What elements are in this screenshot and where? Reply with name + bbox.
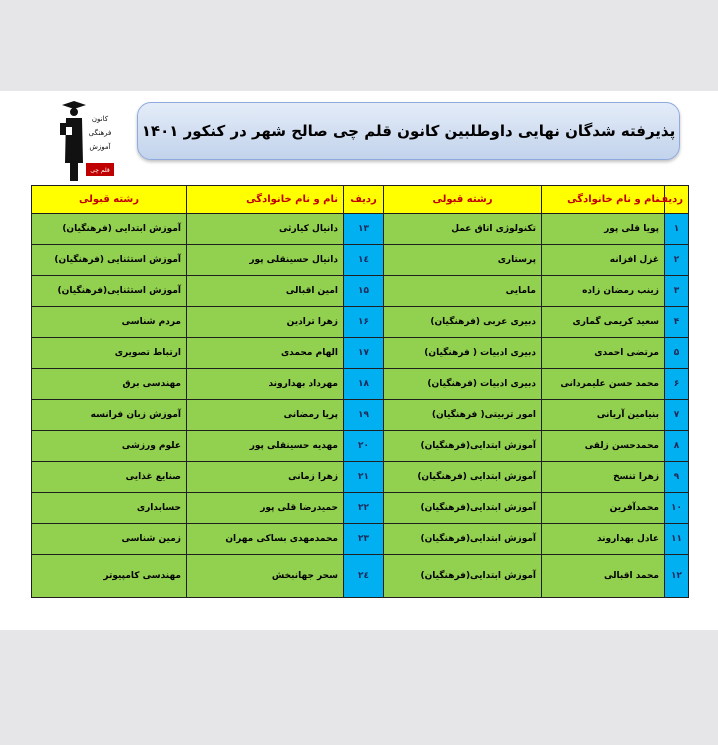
- student-name: امین اقبالی: [187, 276, 344, 307]
- row-number: ۴: [665, 307, 689, 338]
- accepted-major: مهندسی برق: [32, 369, 187, 400]
- table-row: [32, 276, 689, 307]
- row-number: ۲٤: [344, 555, 384, 598]
- accepted-major: تکنولوژی اتاق عمل: [384, 214, 542, 245]
- row-number: ۱۷: [344, 338, 384, 369]
- row-number: ۱: [665, 214, 689, 245]
- accepted-major: مردم شناسی: [32, 307, 187, 338]
- row-number: ۲۰: [344, 431, 384, 462]
- accepted-major: آموزش ابتدایی(فرهنگیان): [384, 524, 542, 555]
- student-name: محمد اقبالی: [542, 555, 665, 598]
- student-name: زهرا ترادین: [187, 307, 344, 338]
- student-name: محمدحسن زلقی: [542, 431, 665, 462]
- table-row: [32, 493, 689, 524]
- accepted-major: آموزش ابتدایی(فرهنگیان): [384, 493, 542, 524]
- student-name: زهرا تنسخ: [542, 462, 665, 493]
- column-header-row-number: ردیف: [665, 186, 689, 214]
- table-row: [32, 431, 689, 462]
- accepted-major: حسابداری: [32, 493, 187, 524]
- student-name: دانیال کیارثی: [187, 214, 344, 245]
- accepted-major: آموزش ابتدایی(فرهنگیان): [384, 555, 542, 598]
- accepted-major: آموزش ابتدایی(فرهنگیان): [384, 431, 542, 462]
- student-name: پریا رمضانی: [187, 400, 344, 431]
- logo-text-1: کانون: [91, 115, 109, 123]
- accepted-major: دبیری عربی (فرهنگیان): [384, 307, 542, 338]
- accepted-major: مهندسی کامپیوتر: [32, 555, 187, 598]
- accepted-major: پرستاری: [384, 245, 542, 276]
- student-name: بنیامین آریانی: [542, 400, 665, 431]
- accepted-major: دبیری ادبیات ( فرهنگیان): [384, 338, 542, 369]
- table-row: [32, 338, 689, 369]
- student-name: دانیال حسینقلی پور: [187, 245, 344, 276]
- row-number: ۸: [665, 431, 689, 462]
- accepted-major: آموزش استثنایی(فرهنگیان): [32, 276, 187, 307]
- accepted-major: ارتباط تصویری: [32, 338, 187, 369]
- logo: [54, 97, 116, 183]
- accepted-major: آموزش ابتدایی (فرهنگیان): [384, 462, 542, 493]
- student-name: حمیدرضا قلی پور: [187, 493, 344, 524]
- table-row: [32, 400, 689, 431]
- row-number: ۷: [665, 400, 689, 431]
- table-row: [32, 214, 689, 245]
- row-number: ۳: [665, 276, 689, 307]
- student-name: غزل افزانه: [542, 245, 665, 276]
- student-name: مهرداد بهداروند: [187, 369, 344, 400]
- student-name: محمد حسن علیمردانی: [542, 369, 665, 400]
- row-number: ۱۱: [665, 524, 689, 555]
- accepted-major: زمین شناسی: [32, 524, 187, 555]
- document-sheet: [0, 91, 718, 630]
- table-row: [32, 555, 689, 598]
- column-header-row-number-2: ردیف: [344, 186, 384, 214]
- row-number: ۲: [665, 245, 689, 276]
- row-number: ۱۲: [665, 555, 689, 598]
- student-name: محمدآفرین: [542, 493, 665, 524]
- logo-text-3: آموزش: [89, 143, 111, 151]
- row-number: ۱۸: [344, 369, 384, 400]
- row-number: ۱٤: [344, 245, 384, 276]
- accepted-major: امور تربیتی( فرهنگیان): [384, 400, 542, 431]
- table-row: [32, 462, 689, 493]
- student-name: سعید کریمی گماری: [542, 307, 665, 338]
- row-number: ۹: [665, 462, 689, 493]
- accepted-major: مامایی: [384, 276, 542, 307]
- accepted-major: دبیری ادبیات (فرهنگیان): [384, 369, 542, 400]
- row-number: ۱۰: [665, 493, 689, 524]
- row-number: ۲۳: [344, 524, 384, 555]
- row-number: ۱۹: [344, 400, 384, 431]
- student-name: مهدیه حسینقلی پور: [187, 431, 344, 462]
- table-row: [32, 524, 689, 555]
- row-number: ۲۱: [344, 462, 384, 493]
- accepted-major: آموزش زبان فرانسه: [32, 400, 187, 431]
- accepted-major: علوم ورزشی: [32, 431, 187, 462]
- table-row: [32, 369, 689, 400]
- results-table: [31, 185, 689, 598]
- table-header-row: [32, 186, 689, 214]
- column-header-major-2: رشته قبولی: [32, 186, 187, 214]
- student-name: مرتضی احمدی: [542, 338, 665, 369]
- student-name: عادل بهداروند: [542, 524, 665, 555]
- student-name: الهام محمدی: [187, 338, 344, 369]
- accepted-major: صنایع غذایی: [32, 462, 187, 493]
- table-row: [32, 307, 689, 338]
- column-header-major: رشته قبولی: [384, 186, 542, 214]
- column-header-name: نام و نام خانوادگی: [542, 186, 665, 214]
- student-name: زینب رمضان زاده: [542, 276, 665, 307]
- column-header-name-2: نام و نام خانوادگی: [187, 186, 344, 214]
- row-number: ۱۵: [344, 276, 384, 307]
- logo-text-4: قلم چی: [90, 167, 110, 174]
- student-name: پویا قلی پور: [542, 214, 665, 245]
- student-name: محمدمهدی بساکی مهران: [187, 524, 344, 555]
- student-name: زهرا زمانی: [187, 462, 344, 493]
- title-banner: [137, 102, 680, 160]
- logo-text-2: فرهنگی: [88, 129, 112, 137]
- row-number: ۱۶: [344, 307, 384, 338]
- row-number: ۶: [665, 369, 689, 400]
- student-name: سحر جهانبخش: [187, 555, 344, 598]
- row-number: ۱۳: [344, 214, 384, 245]
- accepted-major: آموزش استثنایی (فرهنگیان): [32, 245, 187, 276]
- row-number: ۲۲: [344, 493, 384, 524]
- table-row: [32, 245, 689, 276]
- accepted-major: آموزش ابتدایی (فرهنگیان): [32, 214, 187, 245]
- page-title: پذیرفته شدگان نهایی داوطلبین کانون قلم چی صالح شهر در کنکور ۱۴۰۱: [141, 122, 676, 140]
- row-number: ۵: [665, 338, 689, 369]
